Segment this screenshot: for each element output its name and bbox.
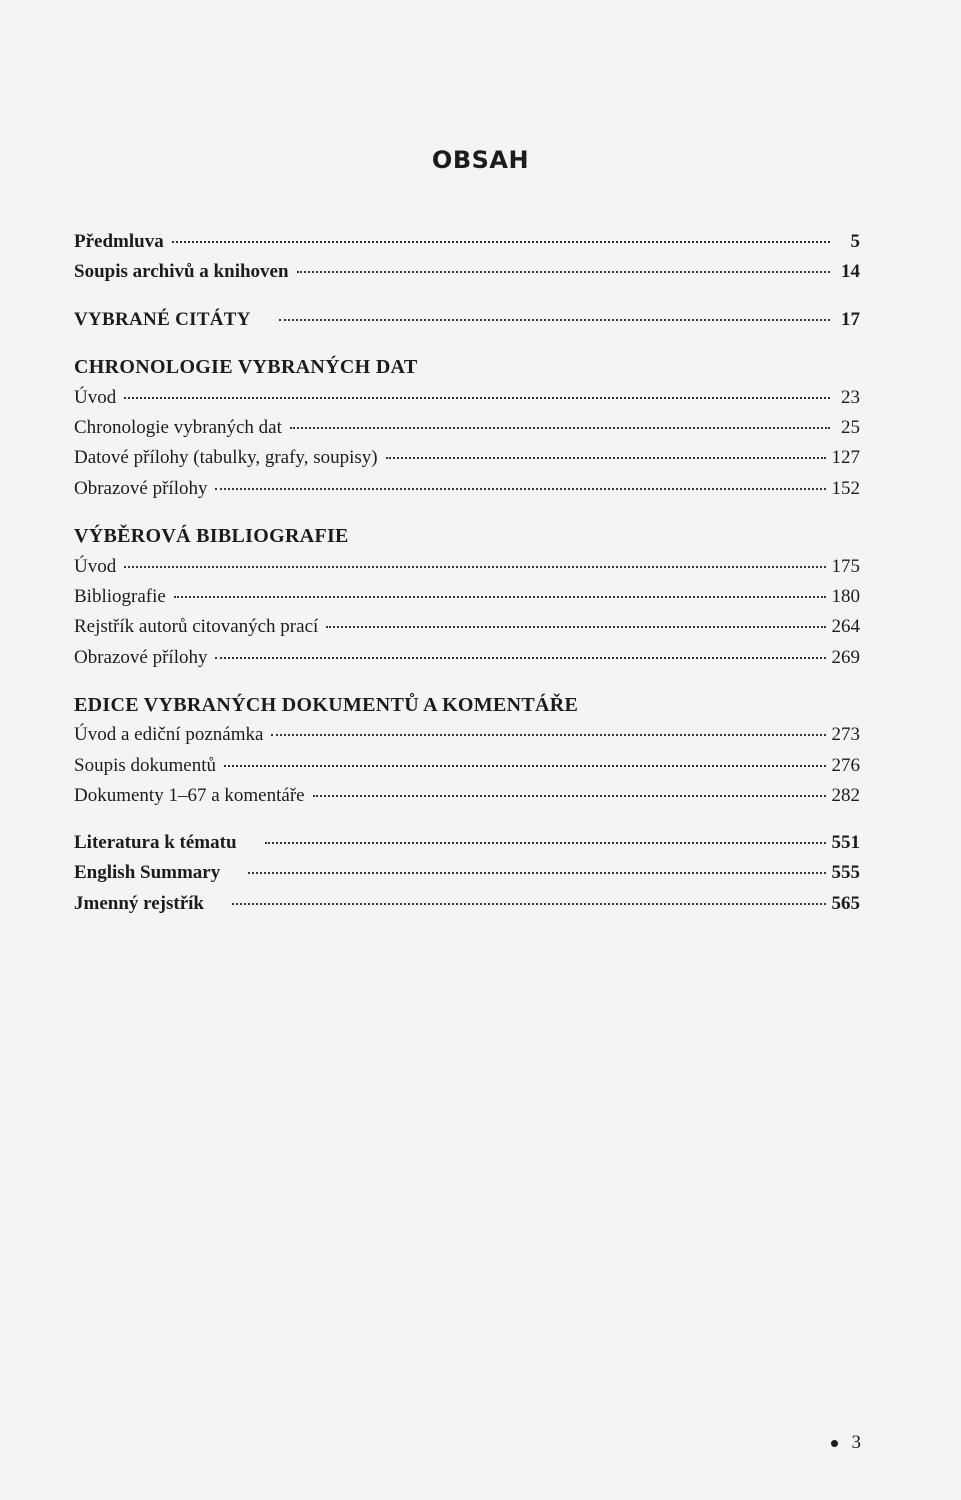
leader-dots (215, 488, 825, 490)
toc-entry-label: Obrazové přílohy (74, 478, 208, 499)
toc-entry (74, 413, 860, 443)
toc-entry-label: Soupis archivů a knihoven (74, 261, 289, 282)
toc-entry (74, 443, 860, 473)
toc-entry-label: English Summary (74, 862, 221, 883)
toc-entry (74, 383, 860, 413)
toc-entry-page: 23 (841, 387, 860, 408)
toc-entry (74, 858, 860, 888)
toc-entry-label: Bibliografie (74, 586, 166, 607)
toc-entry-page: 565 (831, 893, 860, 914)
toc-entry-label: Rejstřík autorů citovaných prací (74, 616, 319, 637)
toc-entry-label: Literatura k tématu (74, 832, 237, 853)
toc-entry (74, 612, 860, 642)
leader-dots (271, 734, 825, 736)
toc-entry (74, 582, 860, 612)
toc-entry-page: 276 (831, 755, 860, 776)
toc-entry-page: 264 (831, 616, 860, 637)
toc-entry-label: Obrazové přílohy (74, 647, 208, 668)
toc-entry-page: 273 (831, 724, 860, 745)
toc-entry (74, 643, 860, 673)
leader-dots (386, 457, 826, 459)
toc-entry-page: 17 (841, 309, 860, 330)
toc-entry-label: Jmenný rejstřík (74, 893, 204, 914)
toc-entry (74, 828, 860, 858)
toc-entry-label: Předmluva (74, 231, 164, 252)
toc-entry (74, 305, 860, 335)
toc-entry (74, 552, 860, 582)
section-heading: VÝBĚROVÁ BIBLIOGRAFIE (74, 525, 349, 547)
toc-entry (74, 720, 860, 750)
leader-dots (172, 241, 830, 243)
toc-entry-label: Datové přílohy (tabulky, grafy, soupisy) (74, 447, 378, 468)
leader-dots (232, 903, 826, 905)
toc-entry-page: 180 (831, 586, 860, 607)
toc-entry-page: 282 (831, 785, 860, 806)
toc-entry-page: 127 (831, 447, 860, 468)
leader-dots (326, 626, 825, 628)
toc-entry-page: 5 (850, 231, 860, 252)
toc-entry-page: 175 (831, 556, 860, 577)
toc-entry (74, 257, 860, 287)
leader-dots (265, 842, 826, 844)
toc-entry-label: Úvod (74, 387, 117, 408)
toc-entry-page: 14 (841, 261, 860, 282)
page-title: OBSAH (431, 146, 530, 174)
leader-dots (313, 795, 826, 797)
leader-dots (124, 566, 825, 568)
page-number: 3 (851, 1432, 861, 1453)
toc-entry-label: Soupis dokumentů (74, 755, 216, 776)
toc-entry (74, 474, 860, 504)
leader-dots (279, 319, 830, 321)
section-heading: EDICE VYBRANÝCH DOKUMENTŮ A KOMENTÁŘE (74, 694, 579, 716)
toc-entry (74, 751, 860, 781)
leader-dots (290, 427, 830, 429)
leader-dots (297, 271, 830, 273)
toc-entry (74, 781, 860, 811)
toc-entry-page: 551 (831, 832, 860, 853)
toc-entry-page: 152 (831, 478, 860, 499)
toc-entry (74, 889, 860, 919)
toc-entry-page: 25 (841, 417, 860, 438)
leader-dots (215, 657, 825, 659)
toc-entry-page: 555 (831, 862, 860, 883)
leader-dots (224, 765, 826, 767)
toc-entry-label: Úvod (74, 556, 117, 577)
bullet-icon (831, 1440, 838, 1447)
leader-dots (124, 397, 830, 399)
toc-entry-label: Dokumenty 1–67 a komentáře (74, 785, 305, 806)
leader-dots (174, 596, 826, 598)
leader-dots (248, 872, 825, 874)
toc-entry-label: Úvod a ediční poznámka (74, 724, 264, 745)
toc-entry-label: Chronologie vybraných dat (74, 417, 282, 438)
section-heading: CHRONOLOGIE VYBRANÝCH DAT (74, 356, 418, 378)
page-footer (831, 1432, 862, 1454)
toc-entry (74, 227, 860, 257)
toc-entry-label: VYBRANÉ CITÁTY (74, 309, 251, 330)
toc-entry-page: 269 (831, 647, 860, 668)
